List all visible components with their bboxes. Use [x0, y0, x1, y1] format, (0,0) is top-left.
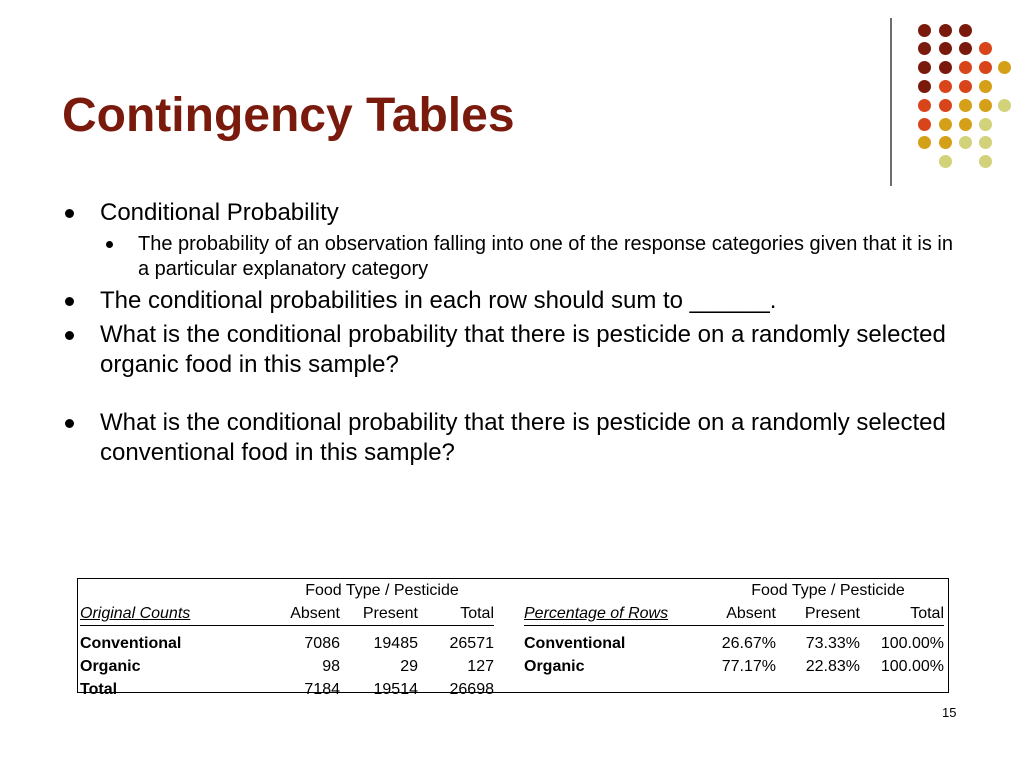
- cell-value: 26698: [449, 681, 494, 698]
- cell-value: 22.83%: [805, 658, 860, 675]
- decorative-dot: [998, 61, 1011, 74]
- cell-value: 77.17%: [721, 658, 776, 675]
- counts-corner-label: Original Counts: [80, 602, 270, 626]
- decorative-dot: [939, 118, 952, 131]
- cell-value: 100.00%: [880, 658, 944, 675]
- decorative-dot: [959, 61, 972, 74]
- percent-corner-label: Percentage of Rows: [524, 602, 712, 626]
- decorative-dot: [979, 99, 992, 112]
- percent-col-header: Absent: [712, 602, 776, 626]
- row-label: Conventional: [524, 635, 626, 652]
- decorative-dot: [939, 136, 952, 149]
- decorative-dot: [939, 80, 952, 93]
- decorative-dot: [939, 61, 952, 74]
- decorative-dot: [959, 136, 972, 149]
- table-row: [524, 655, 944, 678]
- table-row: [80, 626, 494, 656]
- decorative-dot: [959, 42, 972, 55]
- table-row: [80, 678, 494, 701]
- decorative-dot: [939, 155, 952, 168]
- decorative-dot: [939, 42, 952, 55]
- cell-value: 127: [467, 658, 494, 675]
- page-number: 15: [942, 705, 957, 720]
- bullet-list: [62, 198, 962, 472]
- row-label: Total: [80, 681, 118, 698]
- decorative-dot-pattern: [0, 0, 1024, 200]
- cell-value: 7086: [304, 635, 340, 652]
- percent-col-header: Present: [776, 602, 860, 626]
- decorative-dot: [979, 61, 992, 74]
- cell-value: 26571: [449, 635, 494, 652]
- bullet-question-conventional: What is the conditional probability that there is pesticide on a randomly selected conventional food in this sample?: [62, 408, 962, 468]
- decorative-dot: [979, 42, 992, 55]
- bullet-rows-sum: The conditional probabilities in each row should sum to ______.: [62, 286, 962, 316]
- decorative-dot: [979, 155, 992, 168]
- percent-group-header: Food Type / Pesticide: [751, 582, 905, 599]
- table-row: [80, 655, 494, 678]
- decorative-dot: [918, 99, 931, 112]
- sub-bullet-definition: The probability of an observation falling into one of the response categories given that it is in a particular explanatory category: [62, 232, 962, 282]
- decorative-dot: [959, 99, 972, 112]
- decorative-dot: [918, 61, 931, 74]
- cell-value: 73.33%: [805, 635, 860, 652]
- table-row: [524, 626, 944, 656]
- decorative-dot: [918, 136, 931, 149]
- cell-value: 19514: [373, 681, 418, 698]
- counts-group-header: Food Type / Pesticide: [305, 582, 459, 599]
- decorative-dot: [918, 24, 931, 37]
- slide-title: Contingency Tables: [62, 89, 515, 142]
- row-label: Organic: [80, 658, 141, 675]
- cell-value: 7184: [304, 681, 340, 698]
- counts-col-header: Present: [340, 602, 418, 626]
- cell-value: 26.67%: [721, 635, 776, 652]
- percentage-of-rows-table: [524, 579, 944, 678]
- decorative-dot: [979, 80, 992, 93]
- original-counts-table: [80, 579, 494, 701]
- bullet-conditional-probability: Conditional Probability: [62, 198, 962, 228]
- decorative-dot: [959, 80, 972, 93]
- decorative-dot: [979, 136, 992, 149]
- percent-col-header: Total: [860, 602, 944, 626]
- cell-value: 19485: [373, 635, 418, 652]
- counts-col-header: Total: [418, 602, 494, 626]
- decorative-dot: [918, 118, 931, 131]
- decorative-dot: [998, 99, 1011, 112]
- bullet-question-organic: What is the conditional probability that there is pesticide on a randomly selected organic food in this sample?: [62, 320, 962, 380]
- decorative-dot: [959, 24, 972, 37]
- counts-col-header: Absent: [270, 602, 340, 626]
- decorative-dot: [979, 118, 992, 131]
- decorative-dot: [939, 99, 952, 112]
- vertical-divider-line: [890, 18, 892, 186]
- contingency-tables-box: [77, 578, 949, 698]
- decorative-dot: [918, 80, 931, 93]
- cell-value: 100.00%: [880, 635, 944, 652]
- cell-value: 98: [322, 658, 340, 675]
- decorative-dot: [959, 118, 972, 131]
- cell-value: 29: [400, 658, 418, 675]
- decorative-dot: [918, 42, 931, 55]
- decorative-dot: [939, 24, 952, 37]
- row-label: Conventional: [80, 635, 182, 652]
- row-label: Organic: [524, 658, 585, 675]
